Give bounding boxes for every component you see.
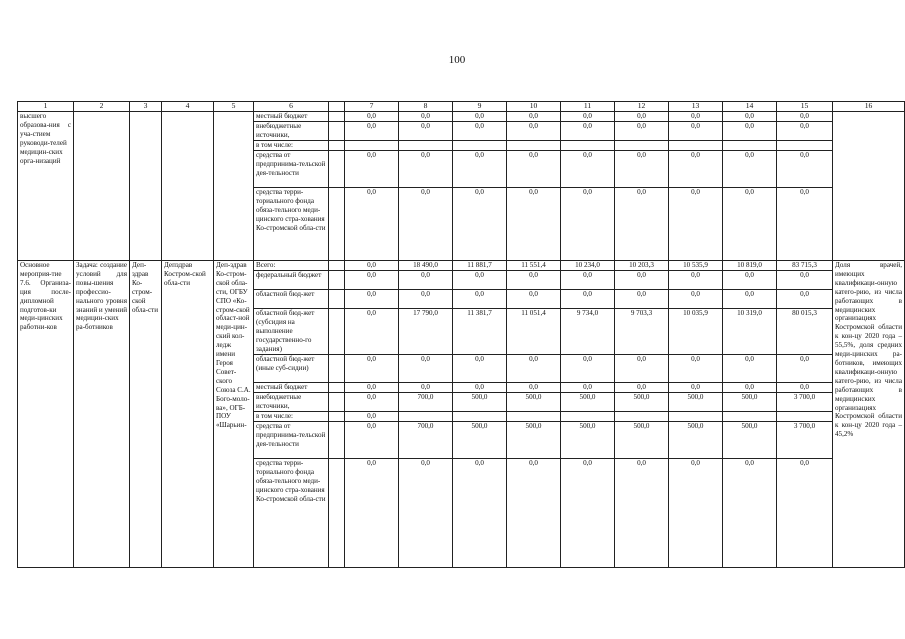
spacer-cell — [329, 309, 345, 355]
funding-source: внебюджетные источники, — [254, 393, 329, 412]
value-cell: 11 551,4 — [507, 261, 561, 271]
value-cell: 0,0 — [615, 112, 669, 122]
column-header-13: 12 — [615, 102, 669, 112]
value-cell: 0,0 — [723, 383, 777, 393]
value-cell: 0,0 — [345, 112, 399, 122]
value-cell: 0,0 — [345, 271, 399, 290]
empty-cell — [162, 112, 214, 261]
value-cell: 0,0 — [345, 151, 399, 188]
value-cell — [669, 141, 723, 151]
value-cell: 0,0 — [399, 290, 453, 309]
value-cell: 0,0 — [723, 290, 777, 309]
value-cell: 11 381,7 — [453, 309, 507, 355]
value-cell: 500,0 — [615, 422, 669, 459]
value-cell: 0,0 — [777, 290, 833, 309]
value-cell: 0,0 — [345, 422, 399, 459]
value-cell: 0,0 — [777, 112, 833, 122]
spacer-cell — [329, 112, 345, 122]
value-cell: 500,0 — [453, 393, 507, 412]
spacer-cell — [329, 290, 345, 309]
value-cell: 0,0 — [345, 383, 399, 393]
column-header-16: 15 — [777, 102, 833, 112]
value-cell: 0,0 — [669, 459, 723, 568]
value-cell — [561, 141, 615, 151]
value-cell: 0,0 — [561, 112, 615, 122]
value-cell: 0,0 — [507, 290, 561, 309]
value-cell: 83 715,3 — [777, 261, 833, 271]
value-cell — [453, 141, 507, 151]
value-cell: 0,0 — [399, 188, 453, 261]
value-cell: 0,0 — [453, 383, 507, 393]
empty-cell — [74, 112, 130, 261]
value-cell: 0,0 — [723, 355, 777, 383]
value-cell: 500,0 — [507, 393, 561, 412]
value-cell: 10 535,9 — [669, 261, 723, 271]
column-header-3: 3 — [130, 102, 162, 112]
funding-source: федеральный бюджет — [254, 271, 329, 290]
value-cell: 0,0 — [669, 355, 723, 383]
value-cell: 0,0 — [345, 459, 399, 568]
column-header-10: 9 — [453, 102, 507, 112]
value-cell: 0,0 — [561, 355, 615, 383]
value-cell: 500,0 — [669, 393, 723, 412]
value-cell: 0,0 — [507, 112, 561, 122]
funding-source: местный бюджет — [254, 112, 329, 122]
value-cell: 0,0 — [507, 355, 561, 383]
value-cell: 0,0 — [345, 412, 399, 422]
column-header-14: 13 — [669, 102, 723, 112]
value-cell: 0,0 — [453, 290, 507, 309]
value-cell: 500,0 — [453, 422, 507, 459]
value-cell: 0,0 — [561, 290, 615, 309]
value-cell: 0,0 — [507, 271, 561, 290]
value-cell: 0,0 — [615, 459, 669, 568]
value-cell: 0,0 — [561, 188, 615, 261]
funding-source: в том числе: — [254, 141, 329, 151]
spacer-cell — [329, 422, 345, 459]
value-cell: 0,0 — [561, 271, 615, 290]
value-cell: 0,0 — [453, 355, 507, 383]
value-cell: 0,0 — [345, 188, 399, 261]
value-cell: 0,0 — [777, 188, 833, 261]
value-cell — [399, 141, 453, 151]
value-cell: 3 700,0 — [777, 393, 833, 412]
value-cell: 0,0 — [723, 188, 777, 261]
value-cell: 0,0 — [723, 151, 777, 188]
spacer-cell — [329, 393, 345, 412]
value-cell: 0,0 — [345, 290, 399, 309]
column-header-5: 5 — [214, 102, 254, 112]
column-header-7 — [329, 102, 345, 112]
funding-source: средства терри-ториального фонда обяза-тельного меди-цинского стра-хования Ко-стромской обла-сти — [254, 188, 329, 261]
table-row — [18, 112, 905, 122]
value-cell: 500,0 — [561, 393, 615, 412]
funding-source: средства терри-ториального фонда обяза-тельного меди-цинского стра-хования Ко-стромской обла-сти — [254, 459, 329, 568]
value-cell: 0,0 — [507, 122, 561, 141]
value-cell: 10 234,0 — [561, 261, 615, 271]
value-cell: 0,0 — [345, 122, 399, 141]
value-cell: 10 819,0 — [723, 261, 777, 271]
value-cell: 0,0 — [453, 112, 507, 122]
task-description: Задача: создание условий для повы-шения профессио-нального уровня знаний и умений медицин-ских ра-ботников — [74, 261, 130, 568]
value-cell: 0,0 — [777, 151, 833, 188]
value-cell: 0,0 — [399, 112, 453, 122]
value-cell — [777, 141, 833, 151]
value-cell: 0,0 — [777, 459, 833, 568]
value-cell: 0,0 — [399, 122, 453, 141]
value-cell — [723, 141, 777, 151]
value-cell: 0,0 — [507, 188, 561, 261]
spacer-cell — [329, 355, 345, 383]
value-cell: 0,0 — [561, 122, 615, 141]
value-cell — [399, 412, 453, 422]
value-cell: 500,0 — [561, 422, 615, 459]
column-header-12: 11 — [561, 102, 615, 112]
activity-name: высшего образова-ния с уча-стием руководи-телей медицин-ских орга-низаций — [18, 112, 74, 261]
value-cell — [507, 412, 561, 422]
value-cell: 0,0 — [615, 355, 669, 383]
value-cell: 0,0 — [399, 459, 453, 568]
funding-source: средства от предпринима-тельской дея-тельности — [254, 422, 329, 459]
value-cell: 0,0 — [453, 188, 507, 261]
value-cell: 10 203,3 — [615, 261, 669, 271]
value-cell: 0,0 — [777, 383, 833, 393]
spacer-cell — [329, 383, 345, 393]
value-cell: 11 881,7 — [453, 261, 507, 271]
value-cell — [615, 412, 669, 422]
value-cell: 0,0 — [615, 290, 669, 309]
value-cell: 0,0 — [669, 112, 723, 122]
value-cell: 18 490,0 — [399, 261, 453, 271]
funding-source: областной бюд-жет (субсидия на выполнение государственно-го задания) — [254, 309, 329, 355]
value-cell: 500,0 — [723, 422, 777, 459]
value-cell: 0,0 — [345, 355, 399, 383]
value-cell: 0,0 — [561, 459, 615, 568]
value-cell — [723, 412, 777, 422]
value-cell: 17 790,0 — [399, 309, 453, 355]
value-cell: 0,0 — [399, 383, 453, 393]
value-cell: 0,0 — [399, 355, 453, 383]
value-cell — [615, 141, 669, 151]
spacer-cell — [329, 412, 345, 422]
column-header-15: 14 — [723, 102, 777, 112]
value-cell: 500,0 — [615, 393, 669, 412]
spacer-cell — [329, 459, 345, 568]
spacer-cell — [329, 188, 345, 261]
value-cell: 500,0 — [669, 422, 723, 459]
value-cell: 0,0 — [669, 188, 723, 261]
value-cell: 700,0 — [399, 393, 453, 412]
value-cell: 0,0 — [399, 151, 453, 188]
empty-cell — [130, 112, 162, 261]
spacer-cell — [329, 141, 345, 151]
value-cell — [669, 412, 723, 422]
value-cell: 0,0 — [453, 151, 507, 188]
value-cell: 0,0 — [345, 393, 399, 412]
column-header-1: 1 — [18, 102, 74, 112]
value-cell: 0,0 — [615, 383, 669, 393]
coordinator: Депздрав Костром-ской обла-сти — [162, 261, 214, 568]
value-cell: 0,0 — [669, 383, 723, 393]
value-cell: 0,0 — [507, 459, 561, 568]
value-cell: 0,0 — [669, 290, 723, 309]
value-cell: 0,0 — [453, 122, 507, 141]
value-cell — [507, 141, 561, 151]
spacer-cell — [329, 271, 345, 290]
column-header-9: 8 — [399, 102, 453, 112]
value-cell: 0,0 — [615, 151, 669, 188]
value-cell: 0,0 — [399, 271, 453, 290]
funding-source: областной бюд-жет (иные суб-сидии) — [254, 355, 329, 383]
empty-cell — [214, 112, 254, 261]
column-header-6: 6 — [254, 102, 329, 112]
value-cell: 500,0 — [723, 393, 777, 412]
funding-source: в том числе: — [254, 412, 329, 422]
value-cell: 0,0 — [723, 122, 777, 141]
column-header-8: 7 — [345, 102, 399, 112]
value-cell: 0,0 — [777, 271, 833, 290]
value-cell — [561, 412, 615, 422]
page-number: 100 — [448, 54, 466, 66]
target-indicator: Доля врачей, имеющих квалификаци-онную катего-рию, из числа работающих в медицинских организациях Костромской области к кон-цу 2020 года – 55,5%, доля средних меди-цинских ра-ботников, имеющих квалификаци-онную катего-рию, из числа работающих в медицинских организациях Костромской области к кон-цу 2020 года – 45,2% — [833, 261, 905, 568]
value-cell: 0,0 — [669, 122, 723, 141]
value-cell: 10 319,0 — [723, 309, 777, 355]
column-header-2: 2 — [74, 102, 130, 112]
value-cell: 3 700,0 — [777, 422, 833, 459]
funding-source: Всего: — [254, 261, 329, 271]
value-cell: 500,0 — [507, 422, 561, 459]
value-cell: 0,0 — [777, 122, 833, 141]
value-cell — [453, 412, 507, 422]
spacer-cell — [329, 151, 345, 188]
value-cell: 0,0 — [615, 122, 669, 141]
value-cell: 0,0 — [345, 261, 399, 271]
value-cell: 0,0 — [561, 383, 615, 393]
value-cell: 10 035,9 — [669, 309, 723, 355]
value-cell: 0,0 — [453, 459, 507, 568]
value-cell: 80 015,3 — [777, 309, 833, 355]
value-cell: 0,0 — [507, 383, 561, 393]
value-cell: 0,0 — [615, 188, 669, 261]
spacer-cell — [329, 261, 345, 271]
table-row — [18, 261, 905, 271]
activity-name: Основное мероприя-тие 7.6. Организа-ция после-дипломной подготов-ки меди-цинских работни-ков — [18, 261, 74, 568]
funding-source: местный бюджет — [254, 383, 329, 393]
value-cell: 0,0 — [777, 355, 833, 383]
value-cell: 0,0 — [345, 309, 399, 355]
value-cell: 0,0 — [723, 271, 777, 290]
value-cell: 0,0 — [669, 271, 723, 290]
value-cell — [777, 412, 833, 422]
value-cell: 0,0 — [561, 151, 615, 188]
indicator-empty — [833, 112, 905, 261]
value-cell: 0,0 — [723, 459, 777, 568]
value-cell: 700,0 — [399, 422, 453, 459]
column-header-4: 4 — [162, 102, 214, 112]
value-cell: 0,0 — [453, 271, 507, 290]
header-row — [18, 102, 905, 112]
value-cell: 0,0 — [669, 151, 723, 188]
funding-source: внебюджетные источники, — [254, 122, 329, 141]
budget-table — [17, 101, 905, 568]
value-cell: 11 051,4 — [507, 309, 561, 355]
funding-source: средства от предпринима-тельской дея-тельности — [254, 151, 329, 188]
value-cell: 9 734,0 — [561, 309, 615, 355]
value-cell: 0,0 — [723, 112, 777, 122]
column-header-17: 16 — [833, 102, 905, 112]
participants: Деп-здрав Ко-стром-ской обла-сти, ОГБУ СПО «Ко-стром-ской област-ной меди-цин-ский кол-ледж имени Героя Совет-ского Союза С.А. Бого-моло-ва», ОГБ-ПОУ «Шарьин- — [214, 261, 254, 568]
spacer-cell — [329, 122, 345, 141]
responsible-executor: Деп-здрав Ко-стром-ской обла-сти — [130, 261, 162, 568]
value-cell: 0,0 — [615, 271, 669, 290]
value-cell: 0,0 — [507, 151, 561, 188]
value-cell — [345, 141, 399, 151]
column-header-11: 10 — [507, 102, 561, 112]
funding-source: областной бюд-жет — [254, 290, 329, 309]
value-cell: 9 703,3 — [615, 309, 669, 355]
